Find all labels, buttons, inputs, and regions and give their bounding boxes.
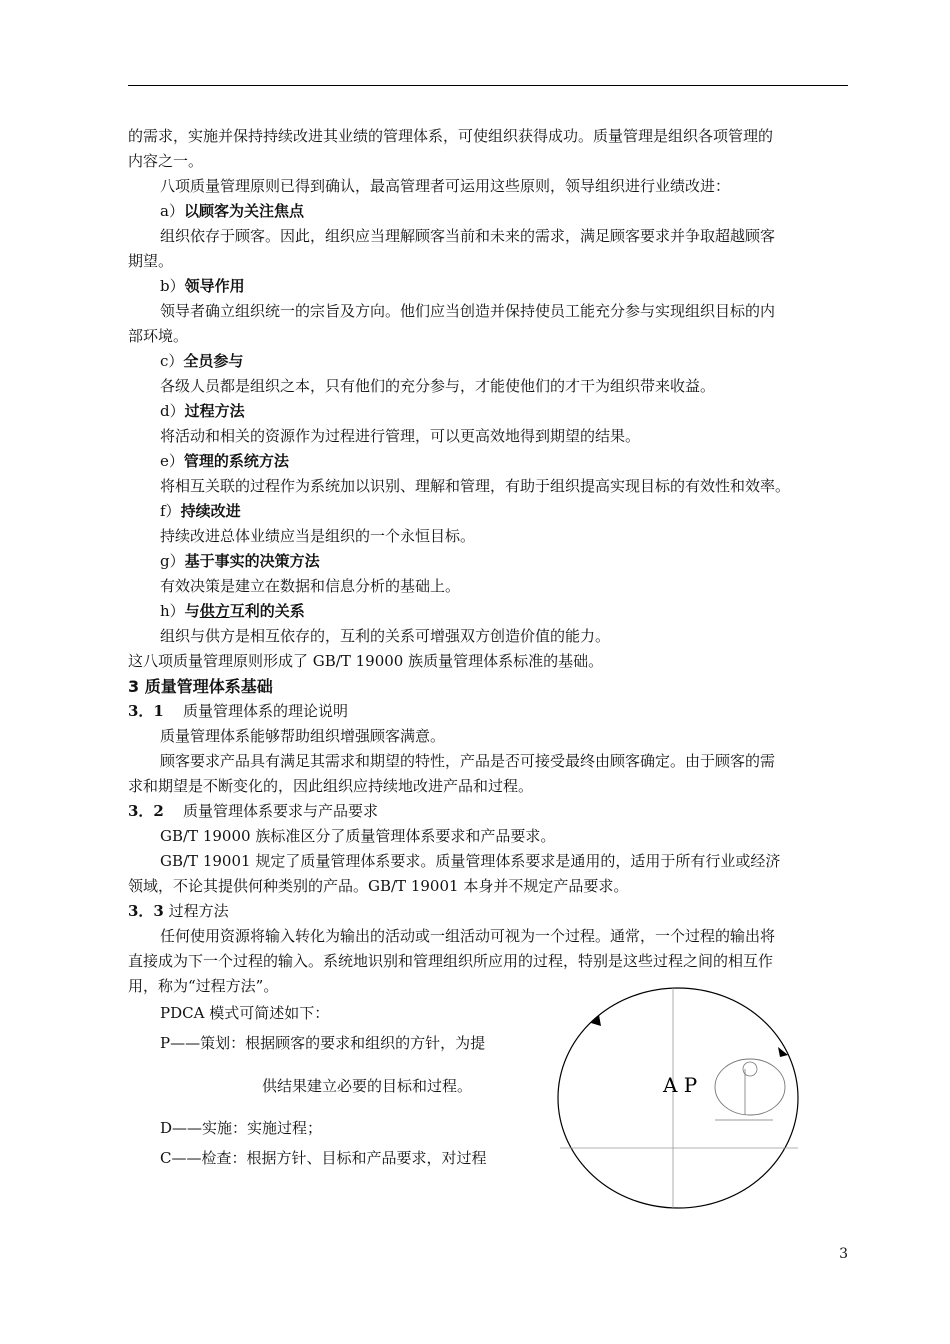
principle-text: 各级人员都是组织之本，只有他们的充分参与，才能使他们的才干为组织带来收益。 [160,377,716,395]
page-number: 3 [839,1246,848,1262]
paragraph-line: 的需求，实施并保持持续改进其业绩的管理体系，可使组织获得成功。质量管理是组织各项管理的 [128,127,774,145]
pdca-cycle-svg [555,985,805,1215]
paragraph-line: GB/T 19000 族标准区分了质量管理体系要求和产品要求。 [160,827,556,845]
paragraph-line: 直接成为下一个过程的输入。系统地识别和管理组织所应用的过程，特别是这些过程之间的相互作 [128,952,774,970]
header-rule [128,85,848,86]
principle-heading: f）持续改进 [160,502,241,520]
section-title: 3 质量管理体系基础 [128,677,273,696]
paragraph-line: 用，称为“过程方法”。 [128,977,279,995]
principle-b [128,274,868,349]
principle-text: 期望。 [128,252,174,270]
principle-heading: b）领导作用 [160,277,245,295]
principles-summary: 这八项质量管理原则形成了 GB/T 19000 族质量管理体系标准的基础。 [128,652,604,670]
subsection-heading: 3．3 过程方法 [128,902,229,920]
pdca-cycle-figure [555,985,805,1215]
supplier-link-text: 供方 [199,602,230,620]
paragraph-line: 质量管理体系能够帮助组织增强顾客满意。 [160,727,446,745]
paragraph-line: 求和期望是不断变化的，因此组织应持续地改进产品和过程。 [128,777,534,795]
principle-heading: c）全员参与 [160,352,244,370]
principle-c [128,349,868,399]
principle-text: 领导者确立组织统一的宗旨及方向。他们应当创造并保持使员工能充分参与实现组织目标的内 [160,302,776,320]
pdca-intro: PDCA 模式可简述如下： [160,1004,330,1022]
paragraph-line: 领域，不论其提供何种类别的产品。GB/T 19001 本身并不规定产品要求。 [128,877,629,895]
paragraph-line: 内容之一。 [128,152,204,170]
inner-circle [715,1059,785,1115]
pdca-plan-line: P——策划：根据顾客的要求和组织的方针，为提 [160,1034,486,1052]
pdca-check-line: C——检查：根据方针、目标和产品要求，对过程 [160,1149,487,1167]
principle-text: 组织与供方是相互依存的，互利的关系可增强双方创造价值的能力。 [160,627,611,645]
subsection-heading: 3．1 质量管理体系的理论说明 [128,702,348,720]
principle-e [128,449,868,499]
principle-g [128,549,868,599]
principle-heading: h）与供方互利的关系 [160,602,305,620]
principle-heading: d）过程方法 [160,402,245,420]
principle-a [128,199,868,274]
principle-text: 组织依存于顾客。因此，组织应当理解顾客当前和未来的需求，满足顾客要求并争取超越顾客 [160,227,776,245]
principle-heading: g）基于事实的决策方法 [160,552,320,570]
principle-h [128,599,868,649]
paragraph-line: GB/T 19001 规定了质量管理体系要求。质量管理体系要求是通用的，适用于所有行业或经济 [160,852,781,870]
principle-text: 持续改进总体业绩应当是组织的一个永恒目标。 [160,527,476,545]
principle-text: 将相互关联的过程作为系统加以识别、理解和管理，有助于组织提高实现目标的有效性和效率。 [160,477,791,495]
pdca-do-line: D——实施：实施过程； [160,1119,323,1137]
figure-label: A P [663,1073,698,1097]
principle-heading: e）管理的系统方法 [160,452,289,470]
principle-text: 将活动和相关的资源作为过程进行管理，可以更高效地得到期望的结果。 [160,427,641,445]
principle-heading: a）以顾客为关注焦点 [160,202,304,220]
principle-f [128,499,868,549]
subsection-heading: 3．2 质量管理体系要求与产品要求 [128,802,378,820]
principle-d [128,399,868,449]
paragraph-line: 顾客要求产品具有满足其需求和期望的特性，产品是否可接受最终由顾客确定。由于顾客的需 [160,752,776,770]
paragraph-line: 任何使用资源将输入转化为输出的活动或一组活动可视为一个过程。通常，一个过程的输出将 [160,927,776,945]
pdca-plan-line: 供结果建立必要的目标和过程。 [262,1077,473,1095]
document-body [128,124,868,999]
principles-intro: 八项质量管理原则已得到确认，最高管理者可运用这些原则，领导组织进行业绩改进： [160,177,731,195]
principle-text: 有效决策是建立在数据和信息分析的基础上。 [160,577,461,595]
principle-text: 部环境。 [128,327,189,345]
